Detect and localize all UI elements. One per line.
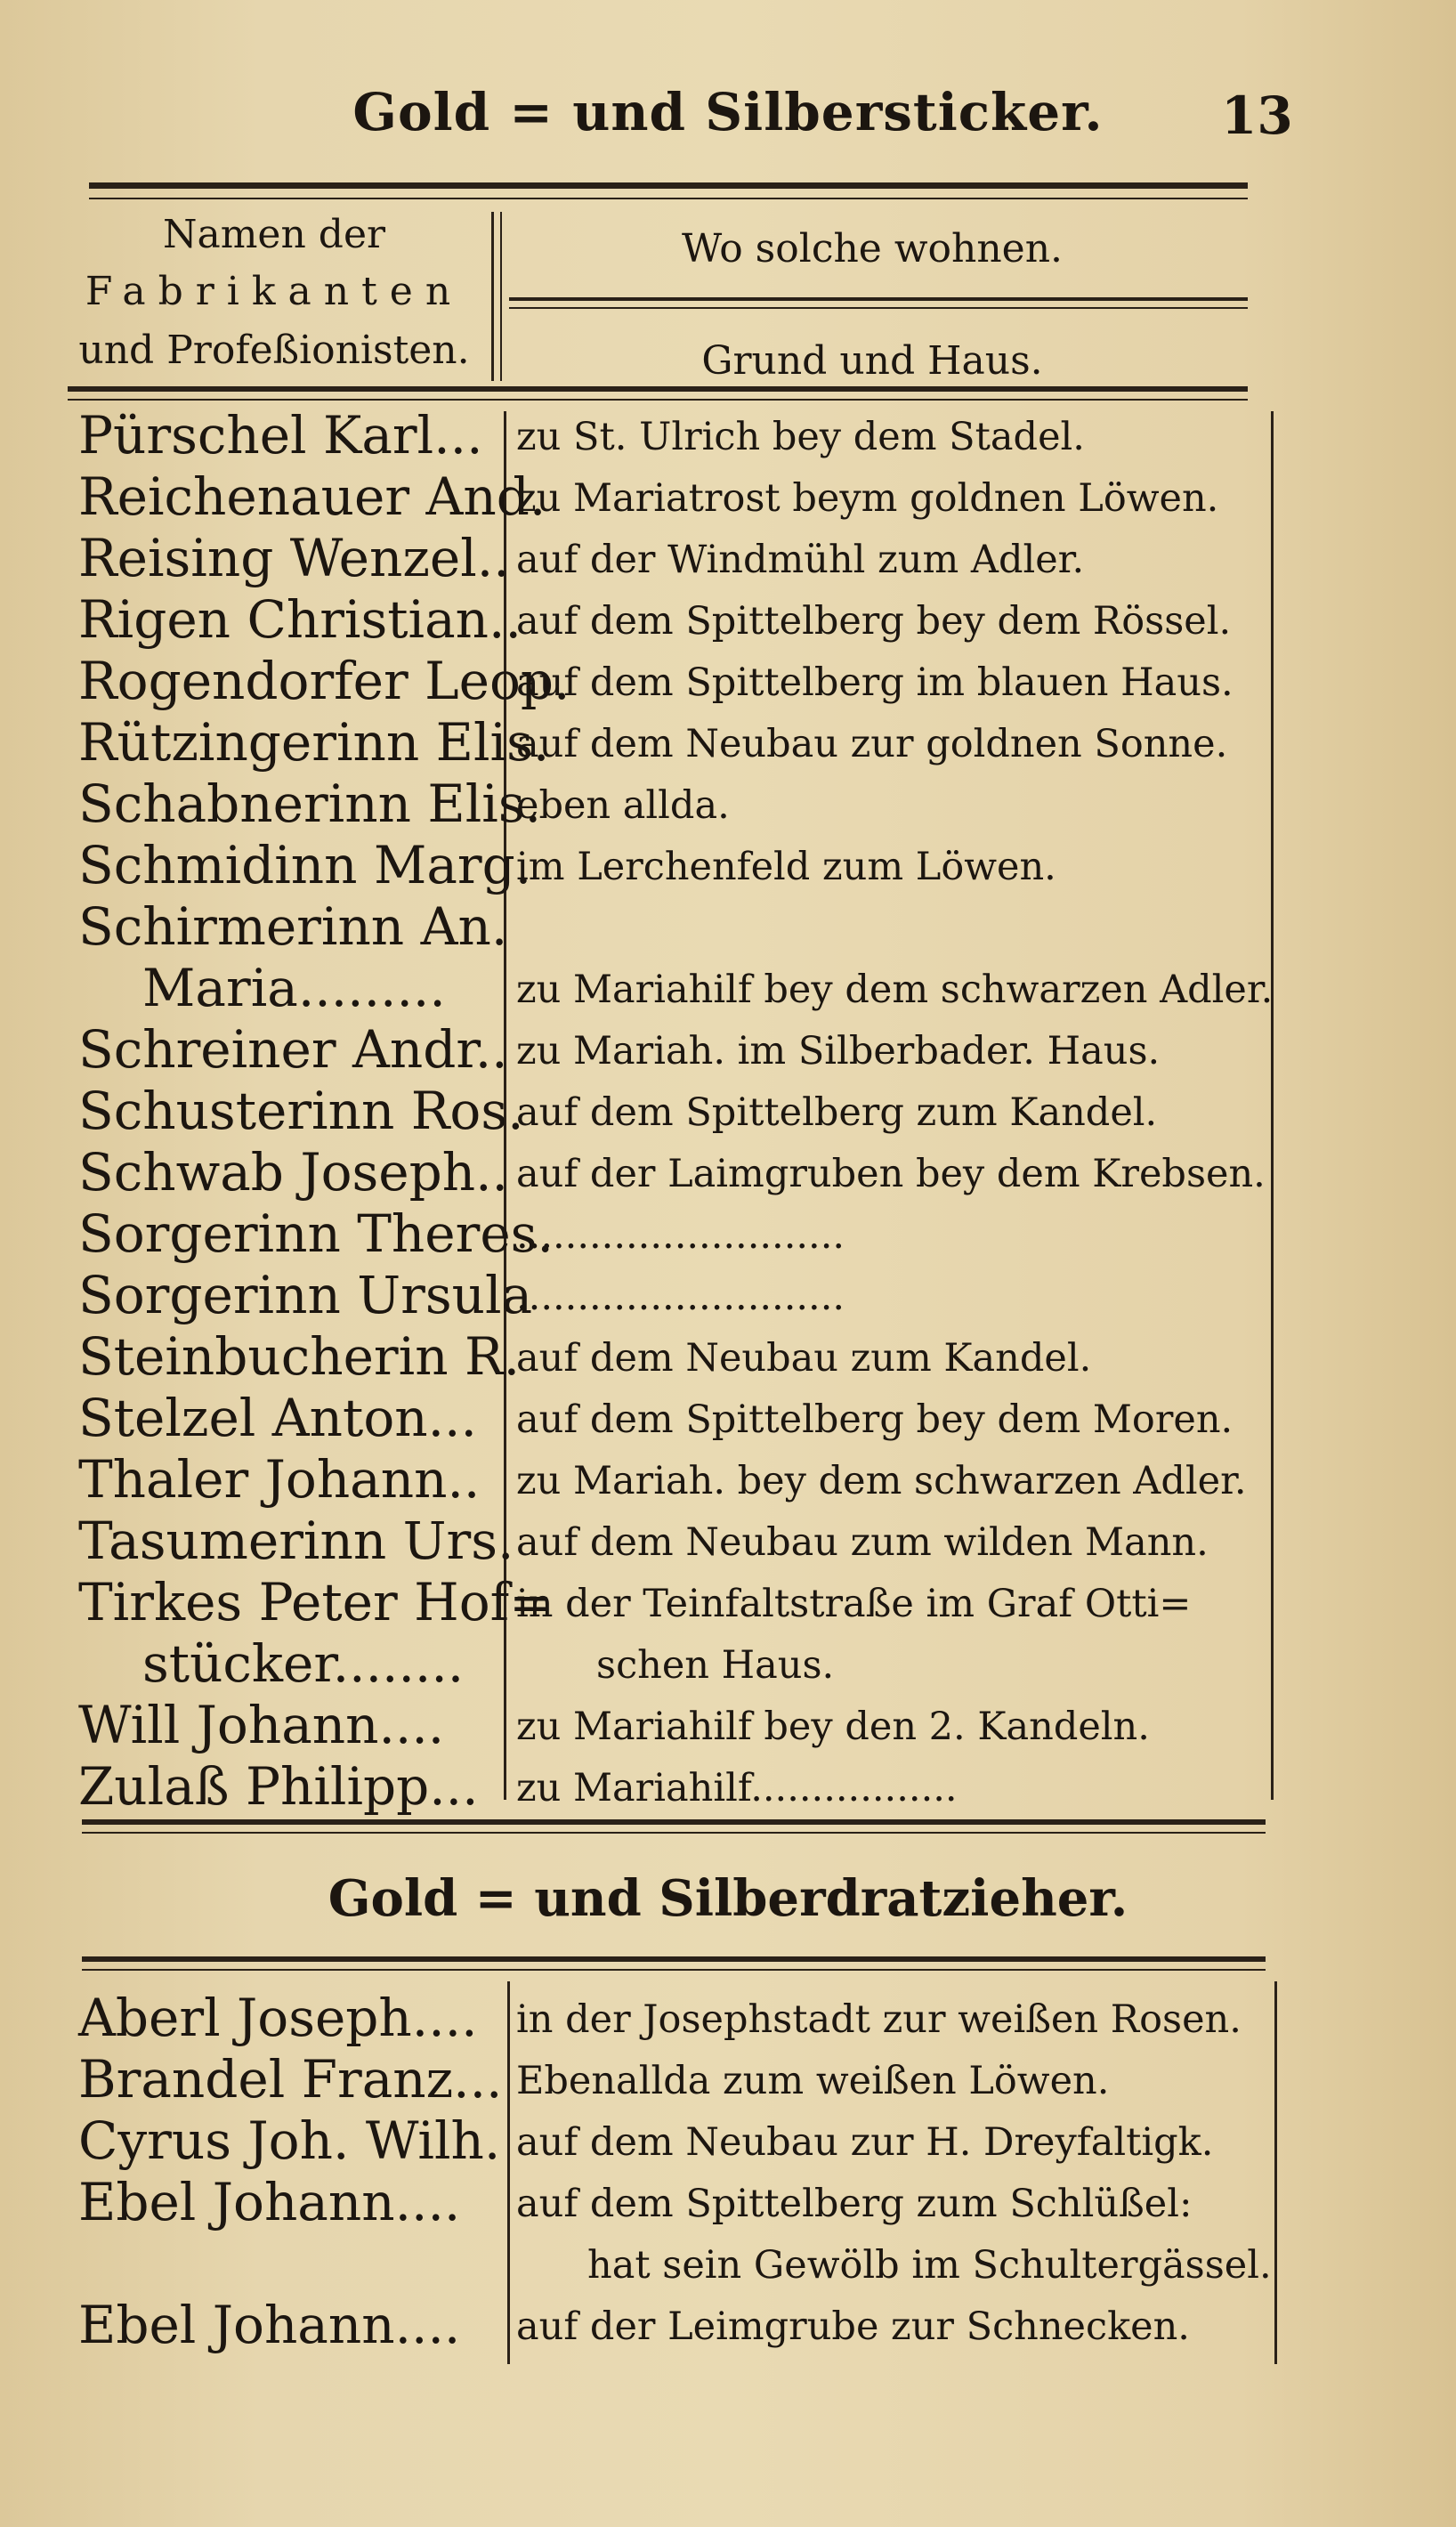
header-names-line2: Fabrikanten [85, 269, 464, 314]
header-address-line1: Wo solche wohnen. [681, 226, 1064, 271]
craftsman-name: Rützingerinn Elis. [78, 712, 550, 773]
craftsman-address: zu St. Ulrich bey dem Stadel. [516, 415, 1085, 459]
craftsman-name: Zulaß Philipp... [78, 1756, 479, 1817]
running-title: Gold = und Silbersticker. [352, 82, 1104, 142]
section2-right-border [1274, 1981, 1277, 2364]
header-mid-rule [509, 297, 1248, 301]
craftsman-name: Thaler Johann.. [78, 1449, 481, 1510]
section1-right-border [1271, 411, 1274, 1800]
craftsman-name: Stelzel Anton... [78, 1388, 477, 1448]
craftsman-address: auf dem Spittelberg im blauen Haus. [516, 660, 1234, 705]
section2-top-rule-thin [82, 1969, 1266, 1971]
craftsman-name: stücker........ [142, 1633, 465, 1694]
craftsman-address: zu Mariatrost beym goldnen Löwen. [516, 476, 1219, 521]
header-column-divider-2 [500, 212, 502, 381]
craftsman-address: auf dem Spittelberg bey dem Moren. [516, 1397, 1234, 1442]
craftsman-name: Schreiner Andr.. [78, 1019, 508, 1080]
craftsman-name: Reising Wenzel.. [78, 528, 510, 588]
craftsman-address: zu Mariahilf bey den 2. Kandeln. [516, 1705, 1150, 1749]
section2-column-divider [507, 1981, 510, 2364]
header-names-line1: Namen der [162, 212, 386, 257]
craftsman-name: Schwab Joseph.. [78, 1142, 508, 1203]
section2-top-rule [82, 1956, 1266, 1962]
header-address-line2: Grund und Haus. [701, 338, 1043, 384]
header-column-divider [491, 212, 494, 381]
craftsman-name: Schirmerinn An. [78, 896, 508, 957]
header-bottom-rule-thin [68, 399, 1248, 401]
craftsman-name: Tasumerinn Urs. [78, 1511, 514, 1571]
craftsman-name: Ebel Johann.... [78, 2295, 461, 2355]
craftsman-name: Schabnerinn Elis. [78, 773, 542, 834]
header-bottom-rule [68, 386, 1248, 392]
craftsman-address: auf dem Neubau zum wilden Mann. [516, 1520, 1209, 1565]
craftsman-address: schen Haus. [596, 1643, 835, 1688]
craftsman-name: Schusterinn Ros. [78, 1081, 524, 1141]
craftsman-address: eben allda. [516, 783, 730, 828]
craftsman-name: Will Johann.... [78, 1695, 445, 1755]
craftsman-name: Tirkes Peter Hof= [78, 1572, 553, 1632]
craftsman-name: Rogendorfer Leop. [78, 651, 570, 711]
section1-bottom-rule [82, 1819, 1266, 1825]
craftsman-address: auf der Leimgrube zur Schnecken. [516, 2304, 1190, 2349]
craftsman-address: zu Mariahilf................. [516, 1766, 958, 1810]
craftsman-address: zu Mariah. im Silberbader. Haus. [516, 1029, 1161, 1073]
craftsman-address: auf dem Neubau zur goldnen Sonne. [516, 722, 1228, 766]
craftsman-address: ........................... [516, 1213, 845, 1258]
craftsman-address: hat sein Gewölb im Schultergässel. [587, 2243, 1272, 2288]
craftsman-name: Rigen Christian.. [78, 589, 522, 650]
section1-bottom-rule-thin [82, 1832, 1266, 1834]
header-names-line3: und Profeßionisten. [78, 328, 470, 373]
craftsman-name: Schmidinn Marg. [78, 835, 532, 895]
craftsman-name: Brandel Franz... [78, 2049, 503, 2110]
section-title: Gold = und Silberdratzieher. [328, 1869, 1128, 1928]
craftsman-address: auf der Laimgruben bey dem Krebsen. [516, 1152, 1266, 1196]
craftsman-name: Maria......... [142, 958, 446, 1018]
craftsman-address: Ebenallda zum weißen Löwen. [516, 2059, 1110, 2103]
craftsman-name: Reichenauer And. [78, 466, 546, 527]
craftsman-name: Ebel Johann.... [78, 2172, 461, 2232]
craftsman-address: in der Josephstadt zur weißen Rosen. [516, 1997, 1242, 2042]
craftsman-address: zu Mariah. bey dem schwarzen Adler. [516, 1459, 1247, 1503]
craftsman-address: ........................... [516, 1275, 845, 1319]
craftsman-name: Cyrus Joh. Wilh. [78, 2110, 501, 2171]
craftsman-address: auf dem Neubau zur H. Dreyfaltigk. [516, 2120, 1214, 2165]
craftsman-address: auf dem Spittelberg zum Schlüßel: [516, 2182, 1193, 2226]
craftsman-address: auf dem Spittelberg zum Kandel. [516, 1090, 1158, 1135]
craftsman-name: Pürschel Karl... [78, 405, 483, 466]
craftsman-address: auf dem Neubau zum Kandel. [516, 1336, 1092, 1381]
craftsman-name: Sorgerinn Ursula [78, 1265, 533, 1325]
craftsman-address: in der Teinfaltstraße im Graf Otti= [516, 1582, 1192, 1626]
craftsman-name: Sorgerinn Theres. [78, 1203, 554, 1264]
header-mid-rule-thin [509, 307, 1248, 309]
page-number: 13 [1221, 85, 1293, 146]
craftsman-name: Steinbucherin R. [78, 1326, 521, 1387]
top-rule-thick [89, 182, 1248, 189]
craftsman-address: auf der Windmühl zum Adler. [516, 538, 1085, 582]
craftsman-address: im Lerchenfeld zum Löwen. [516, 845, 1056, 889]
top-rule-thin [89, 198, 1248, 199]
craftsman-address: zu Mariahilf bey dem schwarzen Adler. [516, 968, 1274, 1012]
craftsman-address: auf dem Spittelberg bey dem Rössel. [516, 599, 1232, 644]
craftsman-name: Aberl Joseph.... [78, 1988, 478, 2048]
